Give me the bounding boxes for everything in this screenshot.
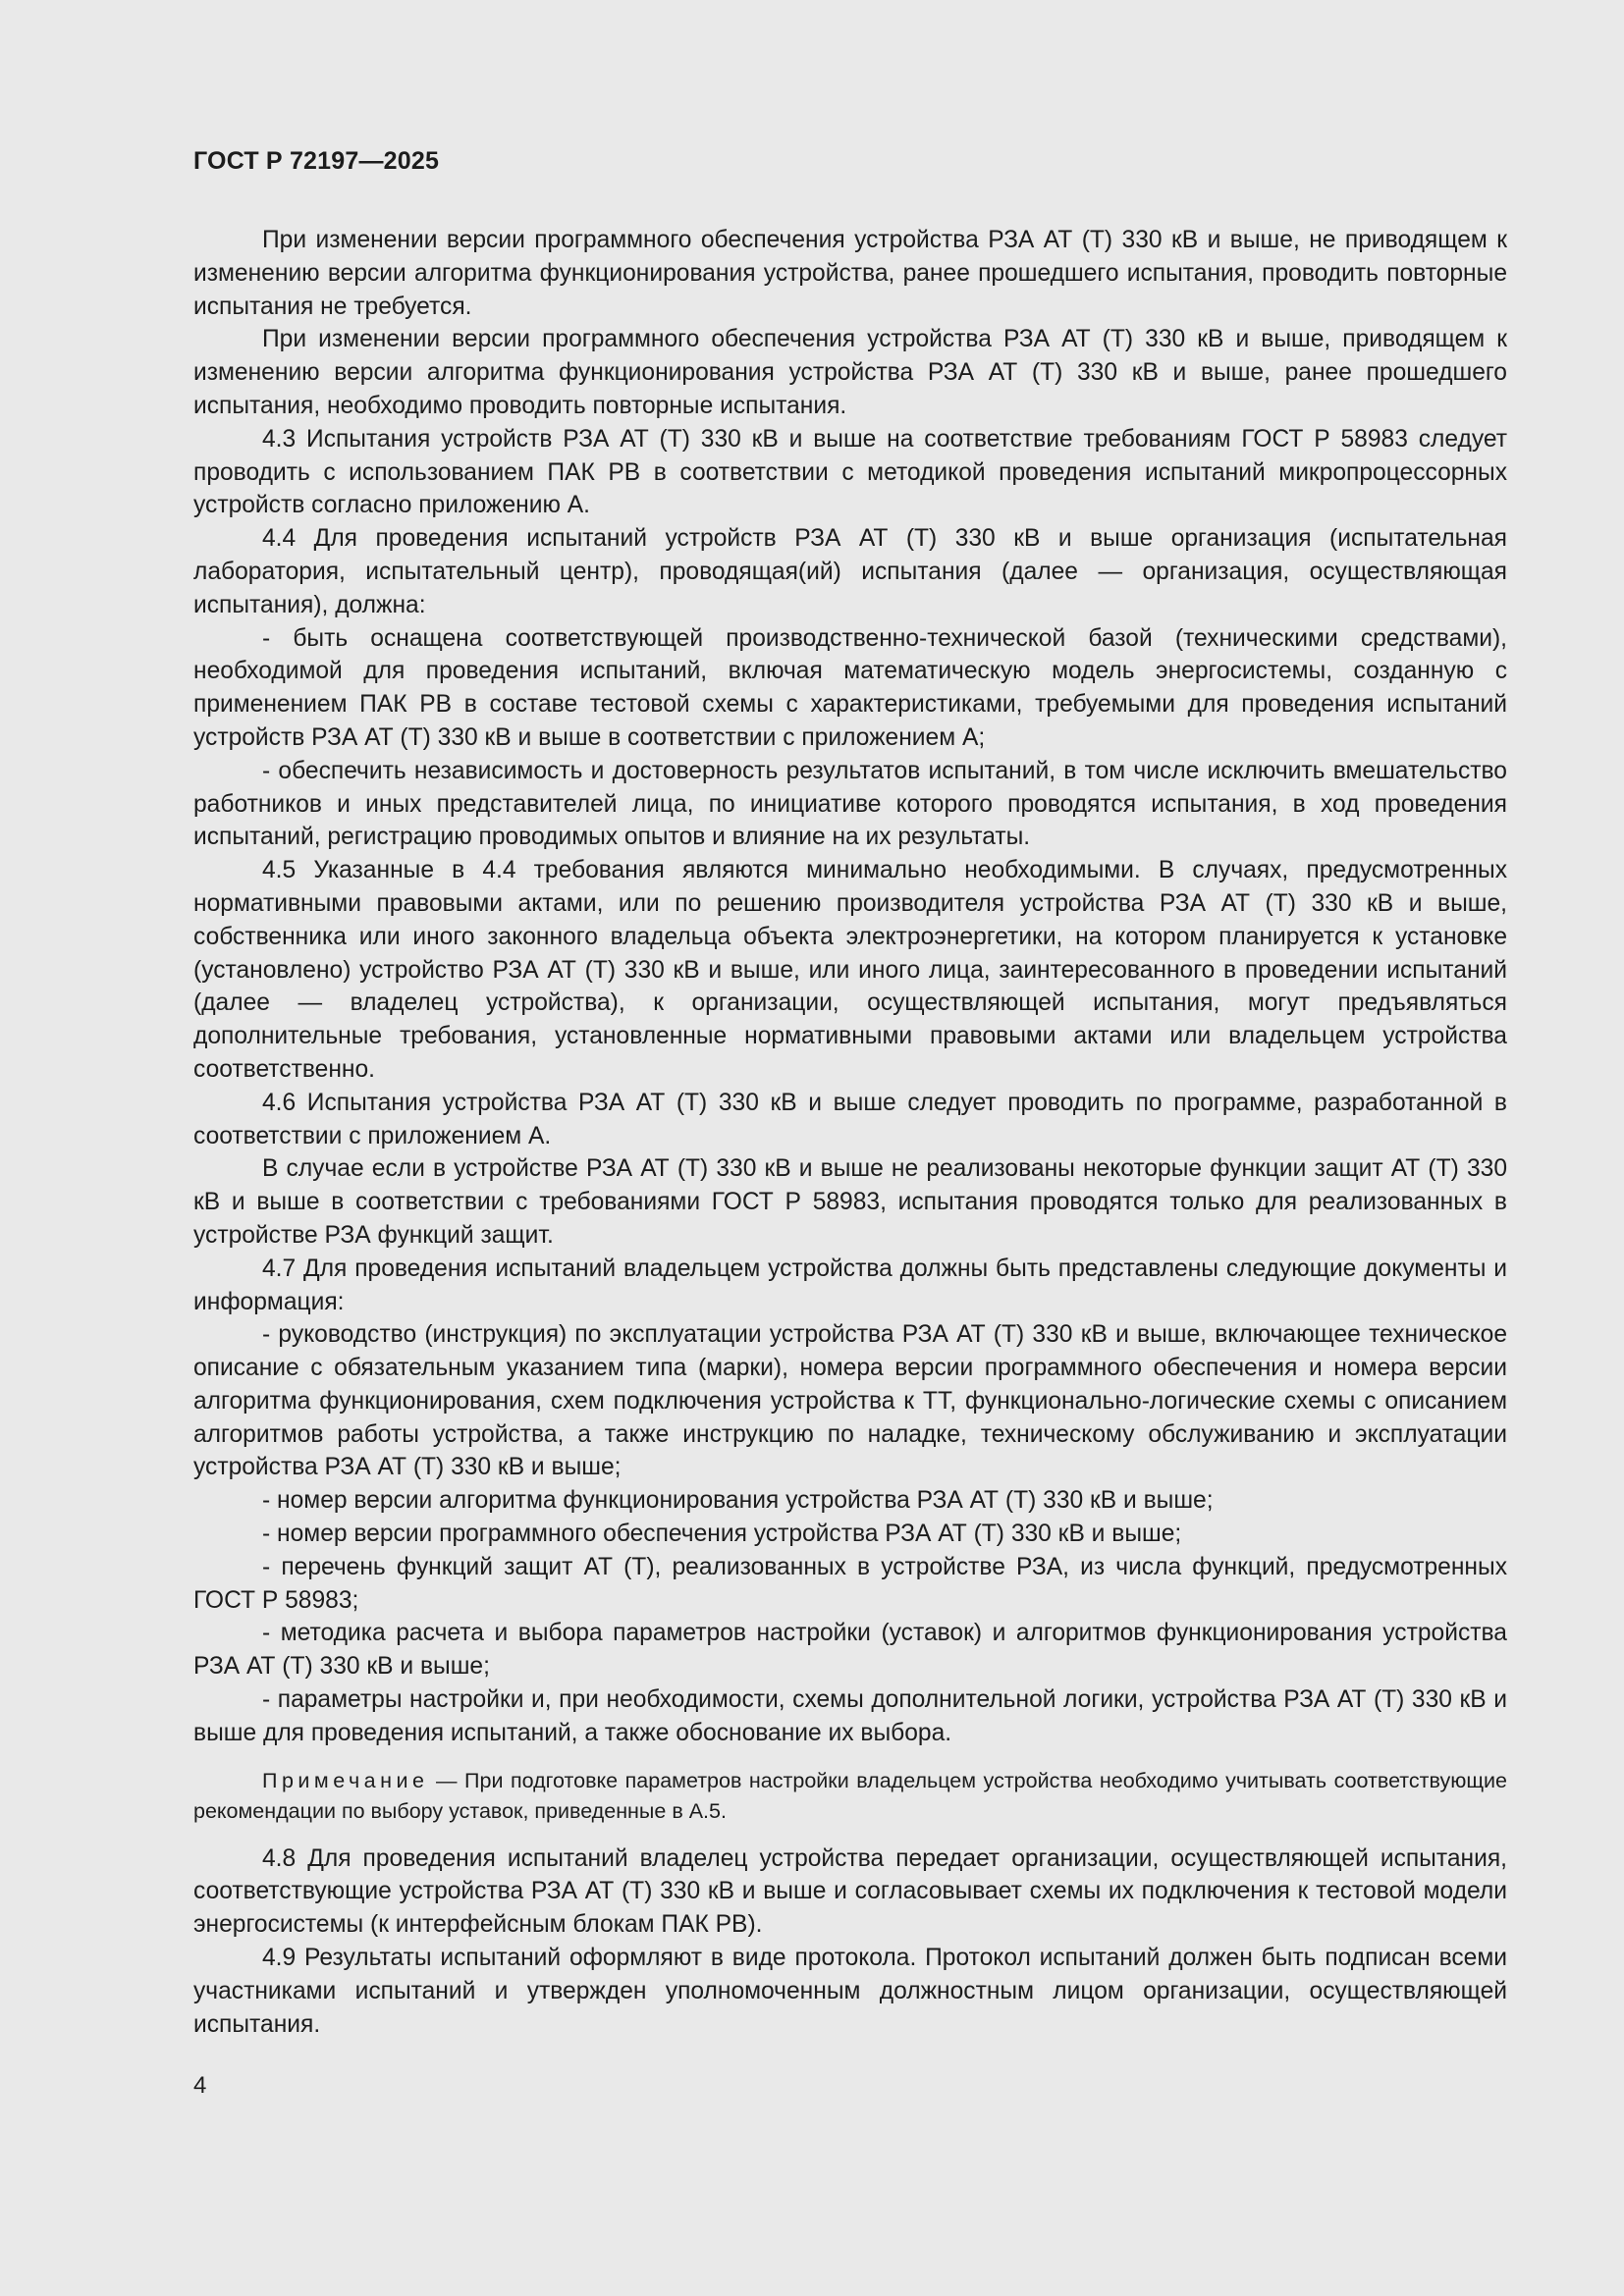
note-text (193, 1766, 1507, 1827)
note-body: При подготовке параметров настройки владельцем устройства необходимо учитывать соответствующие рекомендации по выбору уставок, приведенные в А.5. (193, 1768, 1507, 1823)
list-item: - методика расчета и выбора параметров настройки (уставок) и алгоритмов функционирования устройства РЗА АТ (Т) 330 кВ и выше; (193, 1620, 1507, 1681)
note-block (193, 1766, 1507, 1827)
paragraph: При изменении версии программного обеспечения устройства РЗА АТ (Т) 330 кВ и выше, приводящем к изменению версии алгоритма функционирования устройства РЗА АТ (Т) 330 кВ и выше, ранее прошедшего испытания, необходимо проводить повторные испытания. (193, 326, 1507, 419)
note-dash: — (428, 1768, 465, 1792)
page-number: 4 (193, 2072, 207, 2099)
note-label: Примечание (262, 1768, 429, 1792)
document-body (193, 224, 1507, 2041)
list-item: - перечень функций защит АТ (Т), реализованных в устройстве РЗА, из числа функций, предусмотренных ГОСТ Р 58983; (193, 1553, 1507, 1614)
list-item: - быть оснащена соответствующей производственно-технической базой (техническими средствами), необходимой для проведения испытаний, включая математическую модель энергосистемы, созданную с применением ПАК РВ в составе тестовой схемы с характеристиками, требуемыми для проведения испытаний устройств РЗА АТ (Т) 330 кВ и выше в соответствии с приложением А; (193, 624, 1507, 751)
paragraph: 4.8 Для проведения испытаний владелец устройства передает организации, осуществляющей испытания, соответствующие устройства РЗА АТ (Т) 330 кВ и выше и согласовывает схемы их подключения к тестовой модели энергосистемы (к интерфейсным блокам ПАК РВ). (193, 1844, 1507, 1939)
paragraph: 4.9 Результаты испытаний оформляют в виде протокола. Протокол испытаний должен быть подписан всеми участниками испытаний и утвержден уполномоченным должностным лицом организации, осуществляющей испытания. (193, 1945, 1507, 2038)
list-item: - параметры настройки и, при необходимости, схемы дополнительной логики, устройства РЗА АТ (Т) 330 кВ и выше для проведения испытаний, а также обоснование их выбора. (193, 1686, 1507, 1746)
list-item: - руководство (инструкция) по эксплуатации устройства РЗА АТ (Т) 330 кВ и выше, включающее техническое описание с обязательным указанием типа (марки), номера версии программного обеспечения и номера версии алгоритма функционирования, схем подключения устройства к ТТ, функционально-логические схемы с описанием алгоритмов работы устройства, а также инструкцию по наладке, техническому обслуживанию и эксплуатации устройства РЗА АТ (Т) 330 кВ и выше; (193, 1321, 1507, 1481)
paragraph: 4.5 Указанные в 4.4 требования являются минимально необходимыми. В случаях, предусмотренных нормативными правовыми актами, или по решению производителя устройства РЗА АТ (Т) 330 кВ и выше, собственника или иного законного владельца объекта электроэнергетики, на котором планируется к установке (установлено) устройство РЗА АТ (Т) 330 кВ и выше, или иного лица, заинтересованного в проведении испытаний (далее — владелец устройства), к организации, осуществляющей испытания, могут предъявляться дополнительные требования, установленные нормативными правовыми актами или владельцем устройства соответственно. (193, 857, 1507, 1083)
list-item: - обеспечить независимость и достоверность результатов испытаний, в том числе исключить вмешательство работников и иных представителей лица, по инициативе которого проводятся испытания, в ход проведения испытаний, регистрацию проводимых опытов и влияние на их результаты. (193, 757, 1507, 851)
paragraph: 4.4 Для проведения испытаний устройств РЗА АТ (Т) 330 кВ и выше организация (испытательная лаборатория, испытательный центр), проводящая(ий) испытания (далее — организация, осуществляющая испытания), должна: (193, 525, 1507, 618)
paragraph: При изменении версии программного обеспечения устройства РЗА АТ (Т) 330 кВ и выше, не приводящем к изменению версии алгоритма функционирования устройства, ранее прошедшего испытания, проводить повторные испытания не требуется. (193, 227, 1507, 320)
list-item: - номер версии программного обеспечения устройства РЗА АТ (Т) 330 кВ и выше; (262, 1521, 1182, 1548)
paragraph: В случае если в устройстве РЗА АТ (Т) 330 кВ и выше не реализованы некоторые функции защит АТ (Т) 330 кВ и выше в соответствии с требованиями ГОСТ Р 58983, испытания проводятся только для реализованных в устройстве РЗА функций защит. (193, 1155, 1507, 1249)
paragraph: 4.7 Для проведения испытаний владельцем устройства должны быть представлены следующие документы и информация: (193, 1255, 1507, 1315)
list-item: - номер версии алгоритма функционирования устройства РЗА АТ (Т) 330 кВ и выше; (262, 1487, 1214, 1515)
document-header: ГОСТ Р 72197—2025 (193, 147, 440, 175)
paragraph: 4.6 Испытания устройства РЗА АТ (Т) 330 кВ и выше следует проводить по программе, разработанной в соответствии с приложением А. (193, 1089, 1507, 1149)
paragraph: 4.3 Испытания устройств РЗА АТ (Т) 330 кВ и выше на соответствие требованиям ГОСТ Р 58983 следует проводить с использованием ПАК РВ в соответствии с методикой проведения испытаний микропроцессорных устройств согласно приложению А. (193, 425, 1507, 519)
